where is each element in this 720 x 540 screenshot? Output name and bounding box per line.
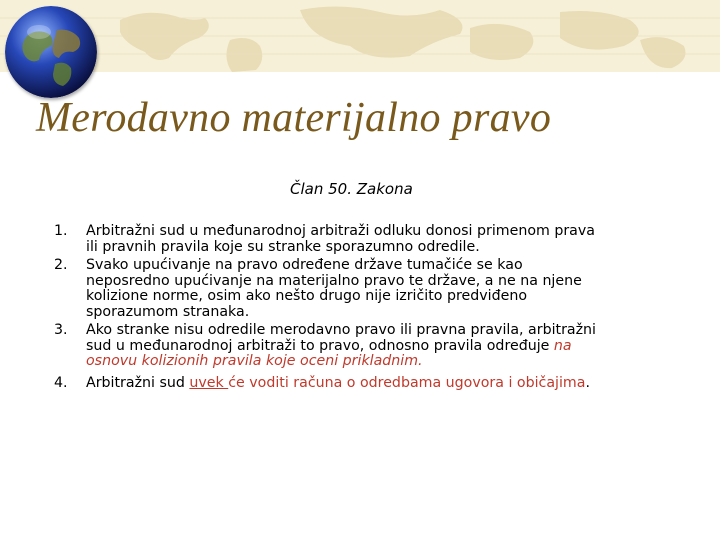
list-text: Arbitražni sud	[86, 374, 190, 391]
slide-subtitle: Član 50. Zakona	[290, 180, 413, 198]
list-text: sporazumom stranaka.	[86, 303, 250, 320]
list-text: kolizione norme, osim ako nešto drugo nije izričito predviđeno	[86, 288, 528, 304]
emphasized-text: osnovu kolizionih pravila koje oceni prikladnim.	[86, 353, 423, 369]
emphasized-text: na	[553, 337, 572, 354]
list-number: 4.	[54, 374, 68, 391]
list-number: 2.	[54, 257, 68, 273]
article-list	[54, 224, 674, 394]
list-text: Ako stranke nisu odredile merodavno pravo ili pravna pravila, arbitražni	[86, 322, 596, 338]
list-text: sud u međunarodnoj arbitraži to pravo, odnosno pravila određuje	[86, 337, 554, 354]
emphasized-text: će voditi računa o odredbama ugovora i običajima	[228, 374, 586, 391]
list-text: .	[585, 374, 590, 391]
list-number: 3.	[54, 322, 68, 338]
list-item	[54, 258, 674, 320]
underlined-text: uvek	[189, 374, 229, 391]
list-number: 1.	[54, 223, 68, 239]
list-item	[54, 224, 674, 255]
slide-title: Merodavno materijalno pravo	[36, 95, 552, 141]
header-band	[0, 0, 720, 72]
list-item	[54, 323, 674, 370]
list-text: Arbitražni sud u međunarodnoj arbitraži odluku donosi primenom prava	[86, 223, 595, 239]
list-text: Svako upućivanje na pravo određene države tumačiće se kao	[86, 257, 523, 273]
list-item	[54, 376, 674, 392]
list-text: neposredno upućivanje na materijalno pravo te države, a ne na njene	[86, 272, 582, 289]
world-map-pattern	[0, 0, 720, 72]
list-text: ili pravnih pravila koje su stranke sporazumno odredile.	[86, 238, 480, 255]
globe-icon	[5, 6, 97, 98]
